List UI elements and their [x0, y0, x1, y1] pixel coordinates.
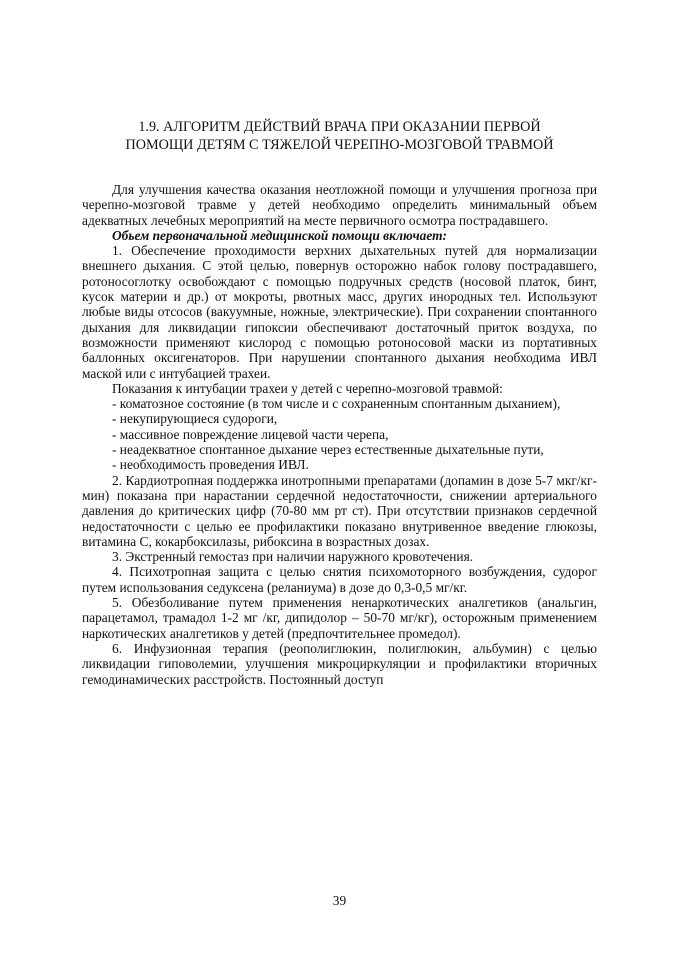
item-2-paragraph: 2. Кардиотропная поддержка инотропными препаратами (допамин в дозе 5-7 мкг/кг-мин) показана при нарастании сердечной недостаточности, снижении артериального давления до критических цифр (70-80 мм рт ст). При отсутствии признаков сердечной недостаточности с целью ее профилактики показано внутривенное введение глюкозы, витамина С, кокарбоксилазы, рибоксина в возрастных дозах. [82, 472, 597, 549]
document-page [82, 0, 597, 908]
volume-heading: Обьем первоначальной медицинской помощи включает: [112, 227, 448, 243]
item-1-paragraph: 1. Обеспечение проходимости верхних дыхательных путей для нормализации внешнего дыхания. С этой целью, повернув осторожно набок голову пострадавшего, ротоносоглотку освобождают с помощью подручных средств (носовой платок, бинт, кусок материи и др.) от мокроты, рвотных масс, других инородных тел. Используют любые виды отсосов (вакуумные, ножные, электрические). При сохранении спонтанного дыхания для ликвидации гипоксии обеспечивают достаточный приток воздуха, по возможности применяют кислород с помощью ротоносовой маски из портативных баллонных оксигенаторов. При нарушении спонтанного дыхания необходима ИВЛ маской или с интубацией трахеи. [82, 243, 597, 381]
indication-item: - массивное повреждение лицевой части черепа, [112, 426, 389, 442]
item-6-paragraph: 6. Инфузионная терапия (реополиглюкин, полиглюкин, альбумин) с целью ликвидации гиповолемии, улучшения микроциркуляции и профилактики вторичных гемодинамических расстройств. Постоянный доступ [82, 640, 597, 687]
indication-item: - необходимость проведения ИВЛ. [112, 457, 309, 473]
item-5-paragraph: 5. Обезболивание путем применения ненаркотических аналгетиков (анальгин, парацетамол, трамадол 1-2 мг /кг, дипидолор – 50-70 мг/кг), осторожным применением наркотических аналгетиков у детей (предпочтительнее промедол). [82, 595, 597, 641]
indications-paragraph: Показания к интубации трахеи у детей с черепно-мозговой травмой: [112, 380, 503, 396]
section-title [82, 118, 597, 154]
document-body [82, 182, 597, 687]
intro-paragraph: Для улучшения качества оказания неотложной помощи и улучшения прогноза при черепно-мозговой травме у детей необходимо определить минимальный объем адекватных лечебных мероприятий на месте первичного осмотра пострадавшего. [82, 182, 597, 228]
item-3-paragraph: 3. Экстренный гемостаз при наличии наружного кровотечения. [112, 549, 474, 565]
page-number: 39 [332, 893, 347, 908]
title-line-2: ПОМОЩИ ДЕТЯМ С ТЯЖЕЛОЙ ЧЕРЕПНО-МОЗГОВОЙ ТРАВМОЙ [125, 137, 554, 153]
indication-item: - некупирующиеся судороги, [112, 411, 278, 427]
indication-item: - коматозное состояние (в том числе и с сохраненным спонтанным дыханием), [112, 396, 561, 412]
item-4-paragraph: 4. Психотропная защита с целью снятия психомоторного возбуждения, судорог путем использования седуксена (реланиума) в дозе до 0,3-0,5 мг/кг. [82, 564, 597, 595]
indication-item: - неадекватное спонтанное дыхание через естественные дыхательные пути, [112, 442, 544, 458]
title-line-1: 1.9. АЛГОРИТМ ДЕЙСТВИЙ ВРАЧА ПРИ ОКАЗАНИИ ПЕРВОЙ [138, 119, 541, 135]
